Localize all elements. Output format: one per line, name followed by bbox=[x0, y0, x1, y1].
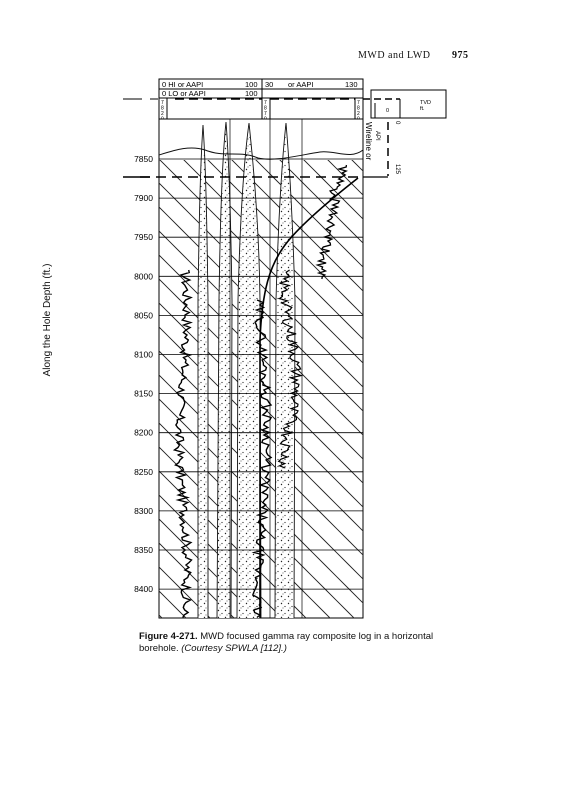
tvd-scale-box bbox=[363, 90, 446, 118]
depth-tick-label: 7900 bbox=[134, 193, 153, 204]
depth-tick-label: 7850 bbox=[134, 154, 153, 164]
tvd-zero: 0 bbox=[386, 108, 390, 114]
track1-hi-max: 100 bbox=[245, 80, 258, 89]
depth-tick-label: 8300 bbox=[134, 505, 153, 516]
y-axis-label: Along the Hole Depth (ft.) bbox=[42, 263, 53, 377]
track2-label: or AAPI bbox=[288, 80, 314, 89]
wireline-max: 125 bbox=[394, 164, 400, 175]
depth-tick-label: 8050 bbox=[134, 310, 153, 321]
depth-tick-labels bbox=[134, 154, 153, 594]
depth-tick-label: 8000 bbox=[134, 271, 153, 282]
caption-text: MWD focused gamma ray composite log in a horizontal borehole. bbox=[139, 631, 434, 654]
log-header bbox=[123, 79, 363, 123]
header-right-digits: 7 8 2 bbox=[357, 100, 360, 117]
track2-max: 130 bbox=[345, 80, 358, 89]
figure-caption bbox=[139, 631, 449, 655]
header-mid-digits: 7 8 7 bbox=[264, 100, 267, 117]
figure-number: Figure 4-271. bbox=[139, 631, 198, 642]
caption-courtesy: (Courtesy SPWLA [112].) bbox=[181, 643, 287, 654]
tvd-label: TVD ft. bbox=[420, 100, 431, 112]
log-body bbox=[123, 119, 363, 620]
header-left-digits: 7 8 2 bbox=[161, 100, 164, 117]
wireline-unit: API bbox=[374, 131, 380, 141]
depth-tick-label: 8200 bbox=[134, 427, 153, 438]
depth-tick-label: 8150 bbox=[134, 388, 153, 399]
page-number: 975 bbox=[452, 50, 469, 61]
running-head-section: MWD and LWD bbox=[358, 50, 431, 61]
depth-tick-label: 8400 bbox=[134, 584, 153, 595]
track2-min: 30 bbox=[265, 80, 274, 89]
depth-tick-label: 8250 bbox=[134, 466, 153, 477]
wireline-label: Wireline or bbox=[364, 122, 373, 161]
depth-tick-label: 7950 bbox=[134, 232, 153, 243]
depth-tick-label: 8350 bbox=[134, 545, 153, 555]
track1-lo-label: 0 LO or AAPI bbox=[162, 89, 206, 98]
track1-lo-max: 100 bbox=[245, 89, 258, 98]
track1-hi-label: 0 HI or AAPI bbox=[162, 80, 204, 89]
depth-tick-label: 8100 bbox=[134, 349, 153, 360]
wireline-zero: 0 bbox=[394, 121, 400, 125]
